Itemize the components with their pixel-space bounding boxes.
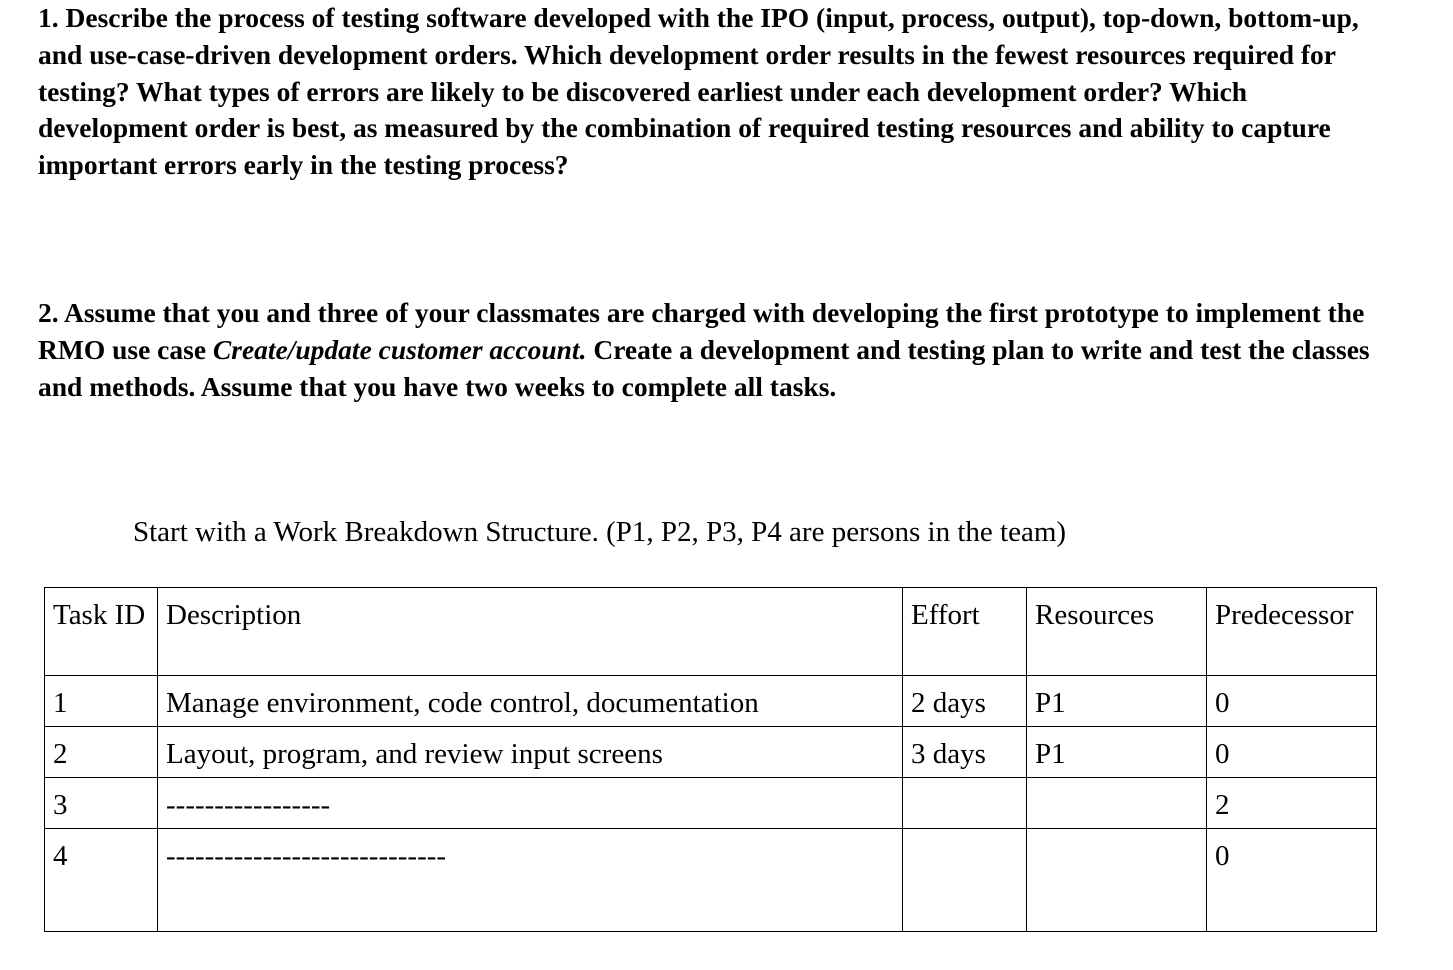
table-header-row bbox=[45, 588, 1377, 676]
table-row bbox=[45, 829, 1377, 932]
cell-resources: P1 bbox=[1027, 727, 1207, 778]
header-description: Description bbox=[158, 588, 903, 676]
cell-predecessor: 2 bbox=[1207, 778, 1377, 829]
cell-effort bbox=[903, 778, 1027, 829]
cell-predecessor: 0 bbox=[1207, 829, 1377, 932]
cell-task-id: 3 bbox=[45, 778, 158, 829]
cell-description: ----------------------------- bbox=[158, 829, 903, 932]
work-breakdown-table bbox=[44, 587, 1377, 932]
question-2-text-before: 2. Assume that you and three of your classmates are charged with developing the first prototype to implement the RMO use case bbox=[38, 297, 1365, 365]
use-case-name: Create/update customer account. bbox=[212, 333, 587, 365]
header-predecessor: Predecessor bbox=[1207, 588, 1377, 676]
cell-effort bbox=[903, 829, 1027, 932]
cell-description: Manage environment, code control, documentation bbox=[158, 676, 903, 727]
cell-resources: P1 bbox=[1027, 676, 1207, 727]
cell-effort: 2 days bbox=[903, 676, 1027, 727]
cell-task-id: 1 bbox=[45, 676, 158, 727]
cell-predecessor: 0 bbox=[1207, 676, 1377, 727]
table-row bbox=[45, 676, 1377, 727]
header-resources: Resources bbox=[1027, 588, 1207, 676]
question-1: 1. Describe the process of testing software developed with the IPO (input, process, output), top-down, bottom-up, and use-case-driven development orders. Which development order results in the fewest resources required for testing? What types of errors are likely to be discovered earliest under each development order? Which development order is best, as measured by the combination of required testing resources and ability to capture important errors early in the testing process? bbox=[38, 2, 1359, 181]
question-2-text-after: Create a development and testing plan to write and test the classes and methods. Assume that you have two weeks to complete all tasks. bbox=[38, 333, 1370, 402]
question-2 bbox=[38, 295, 1378, 405]
cell-description: Layout, program, and review input screens bbox=[158, 727, 903, 778]
cell-predecessor: 0 bbox=[1207, 727, 1377, 778]
cell-description: ----------------- bbox=[158, 778, 903, 829]
cell-effort: 3 days bbox=[903, 727, 1027, 778]
cell-resources bbox=[1027, 829, 1207, 932]
cell-task-id: 4 bbox=[45, 829, 158, 932]
header-effort: Effort bbox=[903, 588, 1027, 676]
cell-resources bbox=[1027, 778, 1207, 829]
cell-task-id: 2 bbox=[45, 727, 158, 778]
table-row bbox=[45, 727, 1377, 778]
header-task-id: Task ID bbox=[45, 588, 158, 676]
table-row bbox=[45, 778, 1377, 829]
wbs-intro: Start with a Work Breakdown Structure. (P1, P2, P3, P4 are persons in the team) bbox=[133, 516, 1067, 548]
